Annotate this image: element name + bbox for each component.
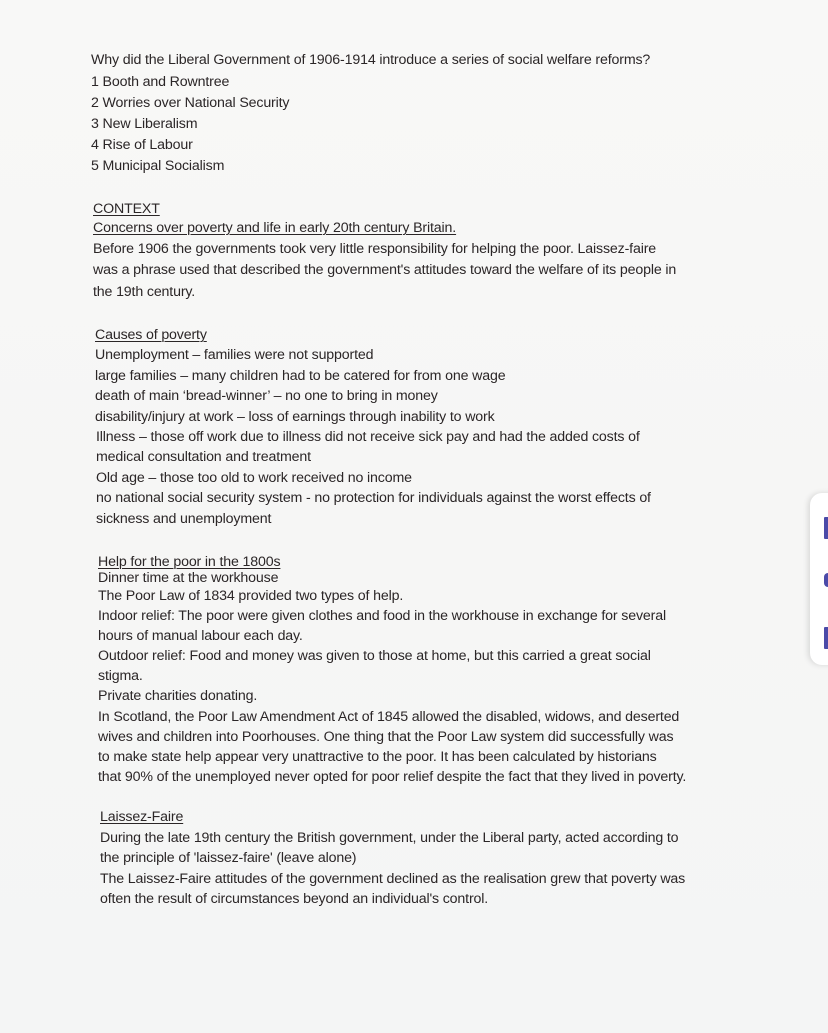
section-heading-laissez-faire: Laissez-Faire bbox=[100, 809, 184, 825]
reason-item: 1 Booth and Rowntree bbox=[91, 74, 230, 90]
laissez-line: often the result of circumstances beyond an individual's control. bbox=[100, 891, 489, 907]
help-line: to make state help appear very unattractive to the poor. It has been calculated by historians bbox=[98, 749, 657, 765]
paragraph-line: the 19th century. bbox=[93, 284, 196, 300]
laissez-line: the principle of 'laissez-faire' (leave alone) bbox=[100, 850, 357, 866]
help-line: wives and children into Poorhouses. One thing that the Poor Law system did successfully was bbox=[98, 729, 674, 745]
cause-line: Old age – those too old to work received no income bbox=[96, 470, 412, 486]
cause-line: Unemployment – families were not supported bbox=[95, 347, 374, 363]
cause-line: disability/injury at work – loss of earnings through inability to work bbox=[95, 409, 495, 425]
reason-item: 5 Municipal Socialism bbox=[91, 158, 225, 174]
page-icon[interactable] bbox=[824, 627, 828, 649]
cause-line: medical consultation and treatment bbox=[96, 449, 311, 465]
document-question: Why did the Liberal Government of 1906-1914 introduce a series of social welfare reforms? bbox=[91, 52, 651, 68]
reason-item: 4 Rise of Labour bbox=[91, 137, 193, 153]
help-line: Outdoor relief: Food and money was given to those at home, but this carried a great social bbox=[98, 648, 651, 664]
comment-icon[interactable] bbox=[824, 573, 828, 587]
paragraph-line: Before 1906 the governments took very little responsibility for helping the poor. Laissez-faire bbox=[93, 241, 657, 257]
help-line: In Scotland, the Poor Law Amendment Act of 1845 allowed the disabled, widows, and deserted bbox=[98, 709, 680, 725]
help-line: hours of manual labour each day. bbox=[98, 628, 303, 644]
cause-line: Illness – those off work due to illness did not receive sick pay and had the added costs of bbox=[96, 429, 640, 445]
cause-line: death of main ‘bread-winner’ – no one to bring in money bbox=[95, 388, 438, 404]
reason-item: 2 Worries over National Security bbox=[91, 95, 290, 111]
side-toolbar[interactable] bbox=[810, 493, 828, 665]
section-heading-help: Help for the poor in the 1800s bbox=[98, 554, 281, 570]
section-subheading: Concerns over poverty and life in early 20th century Britain. bbox=[93, 220, 457, 236]
cause-line: no national social security system - no protection for individuals against the worst effects of bbox=[96, 490, 651, 506]
help-line: Dinner time at the workhouse bbox=[98, 570, 279, 586]
laissez-line: The Laissez-Faire attitudes of the government declined as the realisation grew that poverty was bbox=[100, 871, 686, 887]
help-line: stigma. bbox=[98, 668, 143, 684]
bookmark-icon[interactable] bbox=[824, 517, 828, 539]
help-line: The Poor Law of 1834 provided two types of help. bbox=[98, 588, 404, 604]
laissez-line: During the late 19th century the British government, under the Liberal party, acted according to bbox=[100, 830, 679, 846]
reason-item: 3 New Liberalism bbox=[91, 116, 198, 132]
help-line: that 90% of the unemployed never opted for poor relief despite the fact that they lived in poverty. bbox=[98, 769, 687, 785]
section-heading-context: CONTEXT bbox=[93, 201, 160, 217]
section-heading-causes: Causes of poverty bbox=[95, 327, 207, 343]
paragraph-line: was a phrase used that described the government's attitudes toward the welfare of its people in bbox=[93, 262, 677, 278]
help-line: Indoor relief: The poor were given clothes and food in the workhouse in exchange for several bbox=[98, 608, 666, 624]
cause-line: large families – many children had to be catered for from one wage bbox=[95, 368, 506, 384]
cause-line: sickness and unemployment bbox=[96, 511, 272, 527]
help-line: Private charities donating. bbox=[98, 688, 258, 704]
